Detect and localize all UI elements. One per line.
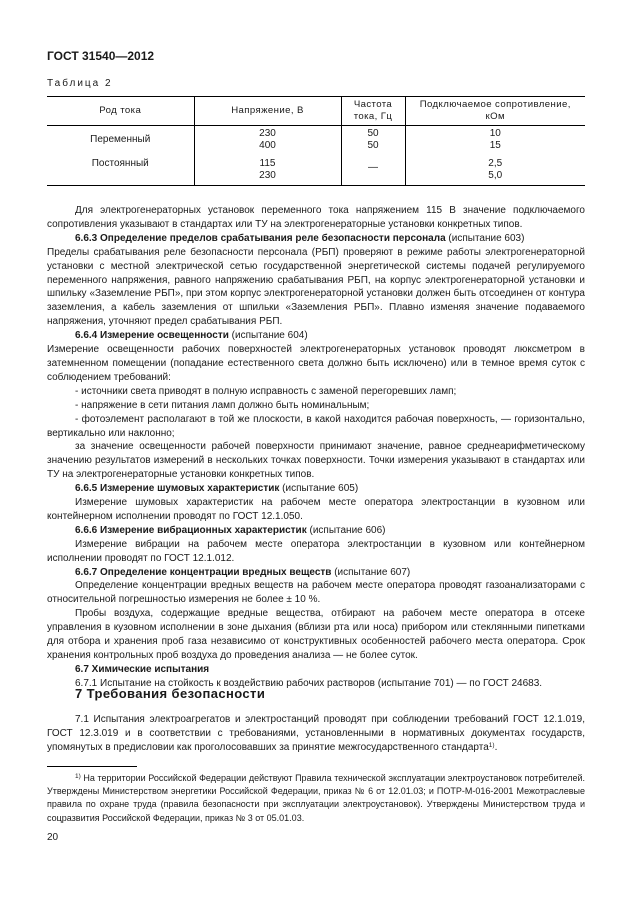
table-header-row [47, 97, 585, 126]
paragraph: Измерение шумовых характеристик на рабочем месте оператора электростанции в кузовном или контейнерном исполнении проводят по ГОСТ 12.1.050. [47, 497, 585, 522]
paragraph: Пробы воздуха, содержащие вредные вещества, отбирают на рабочем месте оператора в отсеке управления в кузовном исполнении в зоне дыхания (вблизи рта или носа) прибором или стеклянными пипетками для отбора и хранения проб газа независимо от конструктивных особенностей рабочего места оператора. Срок хранения контрольных проб воздуха до проведения анализа — не более суток. [47, 608, 585, 661]
footnote-separator [47, 766, 137, 767]
section-6-6-5-heading: 6.6.5 Измерение шумовых характеристик (испытание 605) [75, 483, 359, 495]
footnote-ref: 1) [488, 741, 495, 749]
main-text [47, 204, 585, 691]
section-6-6-4-heading: 6.6.4 Измерение освещенности (испытание 604) [75, 330, 308, 342]
section-6-6-3-heading: 6.6.3 Определение пределов срабатывания реле безопасности персонала (испытание 603) [75, 232, 525, 244]
list-item: - напряжение в сети питания ламп должно быть номинальным; [75, 399, 370, 411]
table-row [47, 153, 585, 186]
table-row [47, 126, 585, 154]
paragraph: Пределы срабатывания реле безопасности персонала (РБП) проверяют в режиме работы электрогенераторной установки с местной электрической сетью государственной энергетической системы подачей регулируемого переменного напряжения, равного напряжению срабатывания РБП, на корпус электрогенераторной установки и шпильку «Заземление РБП», при этом корпус электрогенераторной установки должен быть отсоединен от контура заземления, а кабель заземления от шпильки «Заземления РБП». Плавно изменяя значение подаваемого напряжения, уточняют предел срабатывания РБП. [47, 246, 585, 328]
page-number: 20 [47, 832, 59, 843]
cell-voltage: 230 400 [194, 126, 341, 154]
paragraph: Определение концентрации вредных веществ на рабочем месте оператора проводят газоанализаторами с относительной погрешностью измерения не более ± 10 %. [47, 580, 585, 606]
current-table [47, 96, 585, 186]
document-header: ГОСТ 31540—2012 [47, 49, 155, 63]
footnote-mark: 1) [75, 773, 81, 780]
cell-current-type: Переменный [90, 134, 151, 145]
col-header-resistance: Подключаемое сопротивление, кОм [405, 97, 585, 126]
paragraph: Для электрогенераторных установок переменного тока напряжением 115 В значение подключаемого сопротивления указывают в стандартах или ТУ на электрогенераторные установки конкретных типов. [47, 205, 585, 230]
section-7-heading: 7 Требования безопасности [75, 686, 266, 701]
paragraph: Измерение вибрации на рабочем месте оператора электростанции в кузовном или контейнерном исполнении проводят по ГОСТ 12.1.012. [47, 538, 585, 564]
cell-current-type: Постоянный [47, 153, 194, 186]
paragraph: за значение освещенности рабочей поверхности принимают значение, равное среднеарифметическому значению результатов измерений в нескольких точках поверхности. Точки измерения указывают в стандартах или ТУ на электрогенераторные установки конкретных типов. [47, 441, 585, 481]
paragraph: Измерение освещенности рабочих поверхностей электрогенераторных установок проводят люксметром в затемненном помещении (попадание естественного света должно быть исключено) или в темное время суток с соблюдением требований: [47, 344, 585, 383]
col-header-frequency: Частота тока, Гц [341, 97, 405, 126]
cell-voltage: 115 230 [194, 153, 341, 186]
col-header-voltage: Напряжение, В [194, 97, 341, 126]
section-6-6-6-heading: 6.6.6 Измерение вибрационных характеристик (испытание 606) [75, 524, 386, 536]
section-7-1-paragraph: 7.1 Испытания электроагрегатов и электростанций проводят при соблюдении требований ГОСТ 12.1.019, ГОСТ 12.3.019 и в соответствии с требованиями, установленными в нормативных документах государств, упомянутых в предисловии как проголосовавших за принятие межгосударственного стандарта$^{1)}$. [47, 714, 585, 753]
col-header-current-type: Род тока [47, 97, 194, 126]
cell-resistance: 2,5 5,0 [405, 153, 585, 186]
list-item: - источники света приводят в полную исправность с заменой перегоревших ламп; [75, 385, 457, 397]
list-item: - фотоэлемент располагают в той же плоскости, в какой находится рабочая поверхность, — горизонтально, вертикально или наклонно; [47, 413, 585, 439]
cell-frequency: — [341, 153, 405, 186]
footnote: $^{1)}$ На территории Российской Федерации действуют Правила технической эксплуатации электроустановок потребителей. Утверждены Министерством энергетики Российской Федерации, приказ № 6 от 12.01.03; и ПОТР-М-016-2001 Межотраслевые правила по охране труда (правила безопасности при эксплуатации электроустановок). Утверждены Министерством труда и соцразвития Российской Федерации, приказ № 3 от 05.01.03. [47, 773, 585, 823]
table-caption: Таблица 2 [47, 78, 113, 89]
section-6-6-7-heading: 6.6.7 Определение концентрации вредных веществ (испытание 607) [75, 566, 411, 578]
section-6-7-heading: 6.7 Химические испытания [75, 663, 210, 675]
cell-resistance: 10 15 [405, 126, 585, 154]
paragraph: 6.7.1 Испытание на стойкость к воздействию рабочих растворов (испытание 701) — по ГОСТ 24683. [75, 677, 543, 689]
cell-frequency: 50 50 [341, 126, 405, 154]
